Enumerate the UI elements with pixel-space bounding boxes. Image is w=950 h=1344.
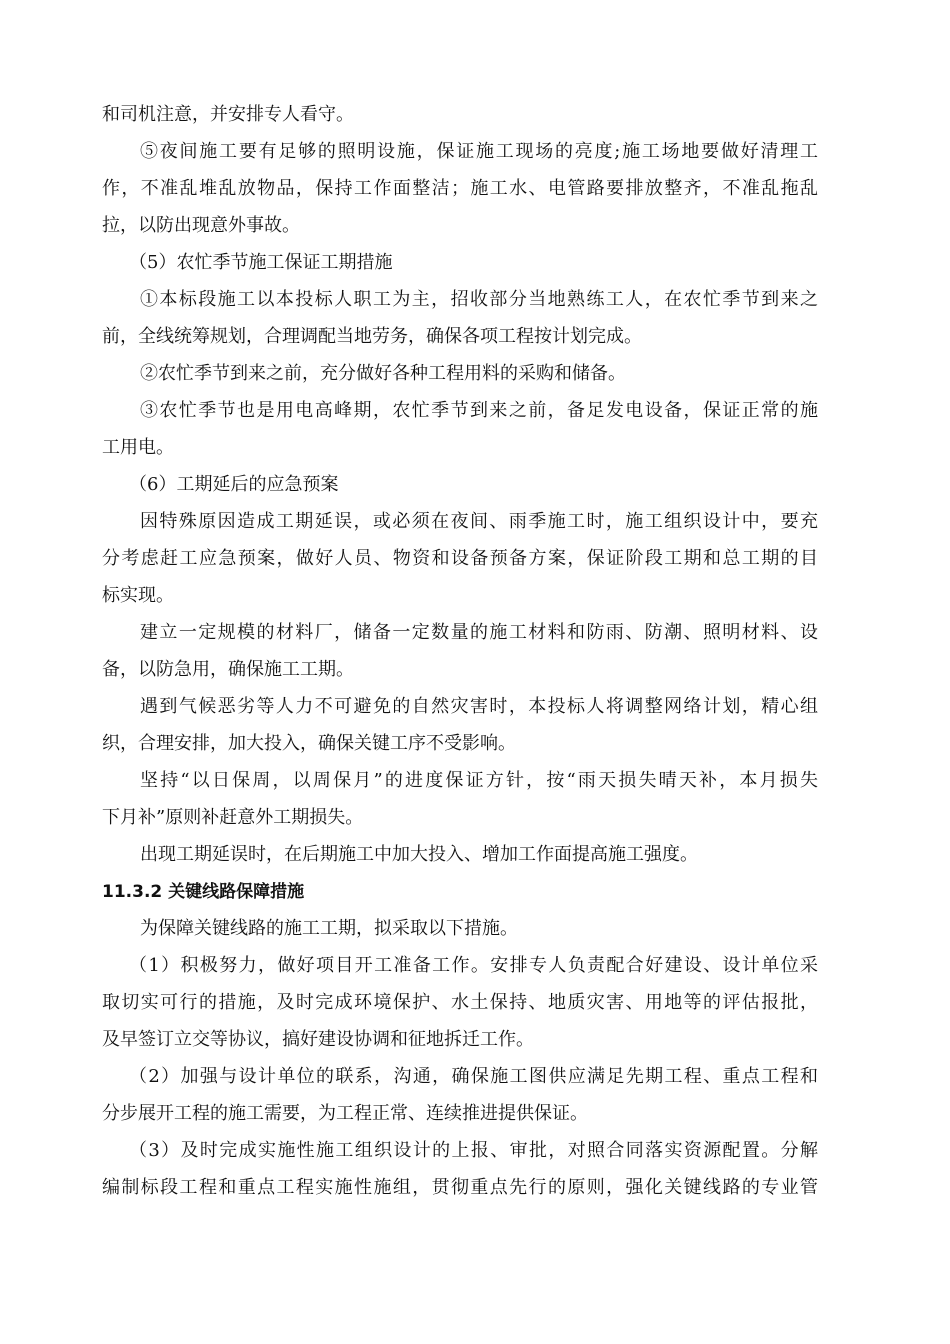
paragraph-line: （1）积极努力，做好项目开工准备工作。安排专人负责配合好建设、设计单位采: [129, 955, 818, 976]
paragraph-line: （2）加强与设计单位的联系，沟通，确保施工图供应满足先期工程、重点工程和: [129, 1066, 818, 1087]
section-subheading: （6）工期延后的应急预案: [129, 474, 339, 495]
paragraph-line: 工用电。: [102, 437, 174, 458]
document-body: [102, 100, 818, 1210]
paragraph-line: 坚持“以日保周，以周保月”的进度保证方针，按“雨天损失晴天补，本月损失: [140, 770, 818, 791]
paragraph-line: 前，全线统筹规划，合理调配当地劳务，确保各项工程按计划完成。: [102, 326, 642, 347]
paragraph-line: 及早签订立交等协议，搞好建设协调和征地拆迁工作。: [102, 1029, 534, 1050]
section-subheading: （5）农忙季节施工保证工期措施: [129, 252, 393, 273]
paragraph-line: ②农忙季节到来之前，充分做好各种工程用料的采购和储备。: [140, 363, 626, 384]
paragraph-line: 分考虑赶工应急预案，做好人员、物资和设备预备方案，保证阶段工期和总工期的目: [102, 548, 818, 569]
paragraph-line: ①本标段施工以本投标人职工为主，招收部分当地熟练工人，在农忙季节到来之: [140, 289, 818, 310]
paragraph-line: 为保障关键线路的施工工期，拟采取以下措施。: [140, 918, 518, 939]
paragraph-line: 编制标段工程和重点工程实施性施组，贯彻重点先行的原则，强化关键线路的专业管: [102, 1177, 818, 1198]
paragraph-line: 建立一定规模的材料厂，储备一定数量的施工材料和防雨、防潮、照明材料、设: [140, 622, 818, 643]
paragraph-line: 遇到气候恶劣等人力不可避免的自然灾害时，本投标人将调整网络计划，精心组: [140, 696, 818, 717]
paragraph-line: 出现工期延误时，在后期施工中加大投入、增加工作面提高施工强度。: [140, 844, 698, 865]
paragraph-line: 织，合理安排，加大投入，确保关键工序不受影响。: [102, 733, 516, 754]
paragraph-line: 下月补”原则补赶意外工期损失。: [102, 807, 364, 828]
paragraph-line: 分步展开工程的施工需要，为工程正常、连续推进提供保证。: [102, 1103, 588, 1124]
section-heading: 11.3.2 关键线路保障措施: [102, 882, 305, 902]
paragraph-line: 标实现。: [102, 585, 174, 606]
paragraph-line: 和司机注意，并安排专人看守。: [102, 104, 354, 125]
paragraph-line: 拉，以防出现意外事故。: [102, 215, 300, 236]
paragraph-line: 备，以防急用，确保施工工期。: [102, 659, 354, 680]
paragraph-line: ⑤夜间施工要有足够的照明设施，保证施工现场的亮度;施工场地要做好清理工: [140, 141, 818, 162]
paragraph-line: 作，不准乱堆乱放物品，保持工作面整洁；施工水、电管路要排放整齐，不准乱拖乱: [102, 178, 818, 199]
paragraph-line: （3）及时完成实施性施工组织设计的上报、审批，对照合同落实资源配置。分解: [129, 1140, 818, 1161]
paragraph-line: 取切实可行的措施，及时完成环境保护、水土保持、地质灾害、用地等的评估报批，: [102, 992, 818, 1013]
paragraph-line: 因特殊原因造成工期延误，或必须在夜间、雨季施工时，施工组织设计中，要充: [140, 511, 818, 532]
paragraph-line: ③农忙季节也是用电高峰期，农忙季节到来之前，备足发电设备，保证正常的施: [140, 400, 818, 421]
